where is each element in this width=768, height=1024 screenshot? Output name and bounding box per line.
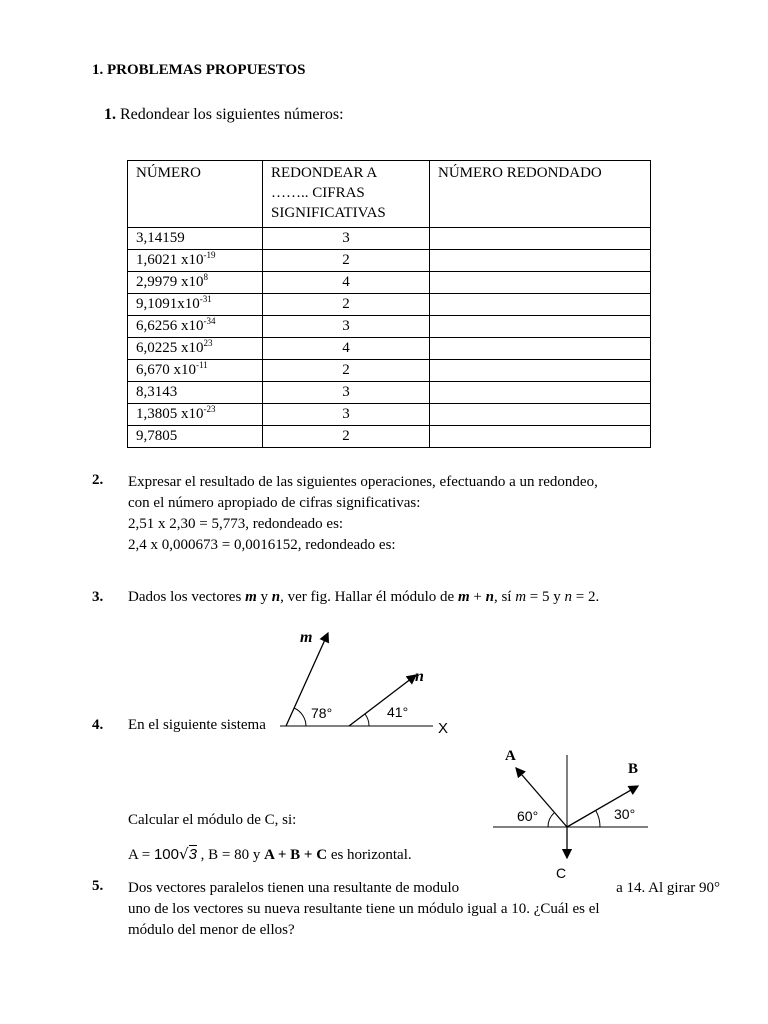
- problem-5-number: 5.: [92, 878, 104, 894]
- cell-number: [128, 316, 263, 338]
- label-c: C: [556, 865, 567, 881]
- cell-digits: 3: [263, 316, 430, 338]
- label-n: n: [415, 668, 424, 685]
- label-b: B: [628, 761, 639, 777]
- cell-number-base: 6,6256 x10: [136, 318, 204, 334]
- table-row: [128, 360, 651, 382]
- p3-vector-m: m: [245, 589, 257, 605]
- rounding-table: [127, 160, 651, 448]
- cell-rounded-result[interactable]: [430, 360, 651, 382]
- cell-rounded-result[interactable]: [430, 294, 651, 316]
- header-number: NÚMERO: [128, 161, 263, 228]
- problem-3-text: [128, 589, 599, 606]
- table-row: [128, 316, 651, 338]
- problem-4-condition: [128, 845, 412, 864]
- cell-number-base: 6,0225 x10: [136, 340, 204, 356]
- problem-1: [104, 106, 344, 124]
- cell-digits: 3: [263, 228, 430, 250]
- cell-number: [128, 426, 263, 448]
- cell-number: [128, 250, 263, 272]
- cond-a: A =: [128, 847, 154, 863]
- table-row: [128, 272, 651, 294]
- cell-digits: 2: [263, 250, 430, 272]
- cond-sum: A + B + C: [264, 847, 328, 863]
- label-m: m: [300, 629, 313, 646]
- table-row: [128, 294, 651, 316]
- problem-4-text: En el siguiente sistema: [128, 717, 266, 733]
- cell-number-base: 1,6021 x10: [136, 252, 204, 268]
- sqrt-symbol: √: [179, 845, 189, 863]
- cell-rounded-result[interactable]: [430, 316, 651, 338]
- problem-2-number: 2.: [92, 472, 104, 488]
- cond-end: es horizontal.: [327, 847, 412, 863]
- vector-figure-2: [488, 740, 658, 885]
- problem-2-line2: con el número apropiado de cifras significativas:: [128, 495, 421, 511]
- problem-1-number: 1.: [104, 106, 116, 123]
- table-row: [128, 250, 651, 272]
- header-round-to: [263, 161, 430, 228]
- cell-number-base: 6,670 x10: [136, 362, 196, 378]
- p3-post: , sí: [493, 589, 516, 605]
- cell-rounded-result[interactable]: [430, 250, 651, 272]
- cell-rounded-result[interactable]: [430, 404, 651, 426]
- cell-digits: 4: [263, 338, 430, 360]
- cell-number: [128, 382, 263, 404]
- cell-number-exponent: -11: [196, 360, 208, 370]
- cond-b: , B = 80 y: [196, 847, 265, 863]
- p3-pre: Dados los vectores: [128, 589, 246, 605]
- cell-number-base: 2,9979 x10: [136, 274, 204, 290]
- angle-arc-n: [365, 714, 369, 726]
- angle-m-label: 78°: [311, 705, 333, 721]
- angle-a-label: 60°: [517, 808, 539, 824]
- cond-a-root: 3: [188, 846, 197, 863]
- cell-number-exponent: 8: [203, 272, 208, 282]
- cell-number-base: 9,7805: [136, 428, 178, 444]
- cell-number-exponent: -31: [199, 294, 212, 304]
- cell-number: [128, 272, 263, 294]
- problem-5-line3: módulo del menor de ellos?: [128, 922, 295, 938]
- angle-n-label: 41°: [387, 704, 409, 720]
- label-x: X: [438, 720, 449, 737]
- cell-number: [128, 294, 263, 316]
- p3-m-value-var: m: [515, 589, 527, 605]
- cell-digits: 2: [263, 360, 430, 382]
- problem-5-text: [128, 878, 720, 941]
- header-round-to-line1: REDONDEAR A: [271, 165, 378, 181]
- header-rounded-number: NÚMERO REDONDADO: [430, 161, 651, 228]
- problem-4-calc: Calcular el módulo de C, si:: [128, 812, 297, 828]
- cell-number: [128, 228, 263, 250]
- p5-line1b: a 14. Al girar 90°: [616, 880, 720, 896]
- cell-digits: 2: [263, 294, 430, 316]
- angle-b-label: 30°: [614, 806, 636, 822]
- p3-eq2: = 2.: [572, 589, 600, 605]
- cell-rounded-result[interactable]: [430, 228, 651, 250]
- p3-y: y: [256, 589, 272, 605]
- angle-arc-b: [596, 811, 600, 827]
- problem-4-number: 4.: [92, 717, 104, 733]
- table-header-row: [128, 161, 651, 228]
- cell-digits: 4: [263, 272, 430, 294]
- cell-number-base: 3,14159: [136, 230, 185, 246]
- angle-arc-m: [294, 708, 306, 726]
- header-round-to-line2: …….. CIFRAS: [271, 185, 365, 201]
- cell-number-exponent: -23: [203, 404, 216, 414]
- section-heading: 1. PROBLEMAS PROPUESTOS: [92, 62, 306, 78]
- cell-number: [128, 360, 263, 382]
- table-row: [128, 338, 651, 360]
- cell-number-exponent: -34: [203, 316, 216, 326]
- cell-number-base: 8,3143: [136, 384, 178, 400]
- cell-number: [128, 404, 263, 426]
- p3-sum-n: n: [485, 589, 494, 605]
- p3-vector-n: n: [271, 589, 281, 605]
- p5-line1a: Dos vectores paralelos tienen una resultante de modulo: [128, 880, 460, 896]
- cell-number-exponent: 23: [203, 338, 213, 348]
- header-round-to-line3: SIGNIFICATIVAS: [271, 205, 386, 221]
- p3-mid: , ver fig. Hallar él módulo de: [280, 589, 458, 605]
- cell-digits: 2: [263, 426, 430, 448]
- problem-2-line3: 2,51 x 2,30 = 5,773, redondeado es:: [128, 516, 344, 532]
- p3-sum-m: m: [457, 589, 470, 605]
- cell-rounded-result[interactable]: [430, 272, 651, 294]
- cell-rounded-result[interactable]: [430, 338, 651, 360]
- cell-digits: 3: [263, 382, 430, 404]
- p3-eq1: = 5 y: [526, 589, 565, 605]
- table-row: [128, 382, 651, 404]
- problem-5-line2: uno de los vectores su nueva resultante tiene un módulo igual a 10. ¿Cuál es el: [128, 901, 600, 917]
- table-row: [128, 404, 651, 426]
- cell-rounded-result[interactable]: [430, 426, 651, 448]
- cell-digits: 3: [263, 404, 430, 426]
- cell-number-exponent: -19: [203, 250, 216, 260]
- table-row: [128, 228, 651, 250]
- problem-2-line1: Expresar el resultado de las siguientes operaciones, efectuando a un redondeo,: [128, 474, 598, 490]
- cond-a-value: 100: [153, 846, 179, 863]
- vector-figure-1: [270, 625, 460, 740]
- angle-arc-a: [548, 813, 554, 827]
- problem-1-text: Redondear los siguientes números:: [120, 106, 344, 123]
- problem-3-number: 3.: [92, 589, 104, 605]
- table-row: [128, 426, 651, 448]
- problem-2-text: [128, 472, 720, 556]
- problem-5-line1: [128, 878, 720, 899]
- label-a: A: [505, 748, 516, 764]
- cell-rounded-result[interactable]: [430, 382, 651, 404]
- problem-2-line4: 2,4 x 0,000673 = 0,0016152, redondeado es:: [128, 537, 396, 553]
- cell-number-base: 9,1091x10: [136, 296, 200, 312]
- p3-plus: +: [469, 589, 486, 605]
- cell-number-base: 1,3805 x10: [136, 406, 204, 422]
- cell-number: [128, 338, 263, 360]
- p3-n-value-var: n: [564, 589, 573, 605]
